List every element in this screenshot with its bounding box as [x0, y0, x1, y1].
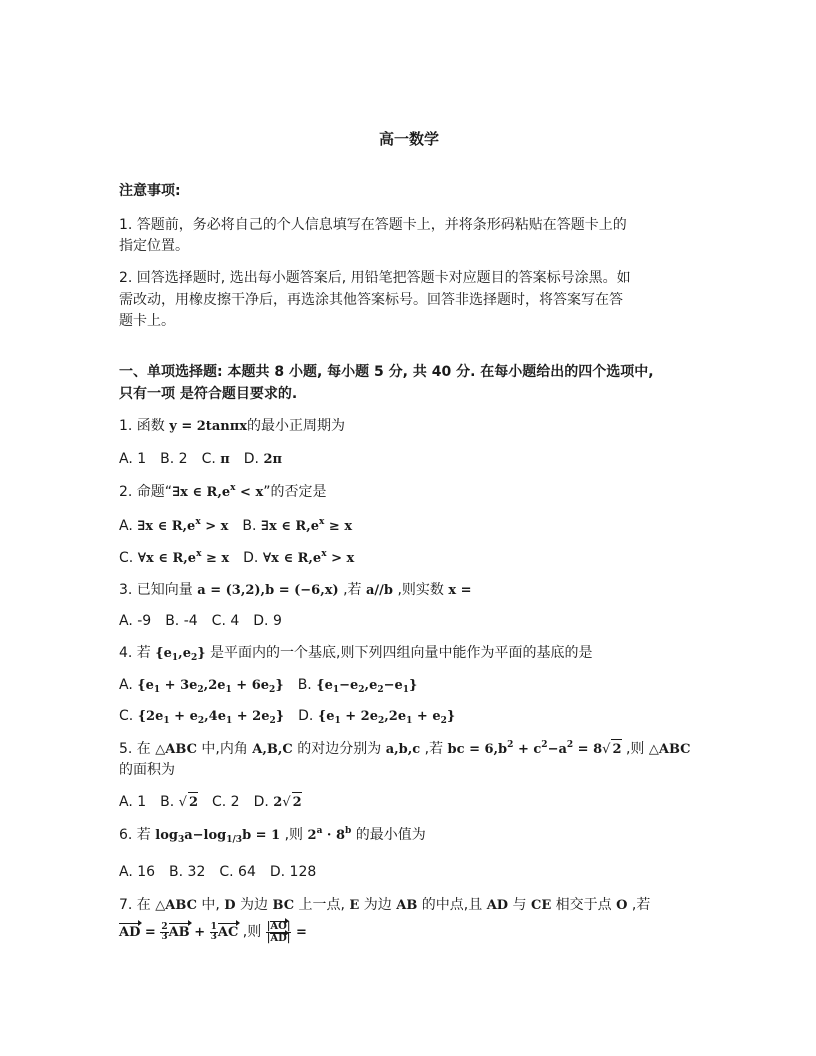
q2-options-row-2 [119, 548, 368, 569]
q6-option-b: B. 32 [169, 864, 206, 880]
question-4: 4. 若 $\{e_1,e_2\}$ 是平面内的一个基底,则下列四组向量中能作为平面的基底的是 [119, 645, 593, 663]
q1-options [119, 449, 296, 470]
page-title: 高一数学 [378, 130, 439, 148]
q2-option-b: B. ∃x ∈ $R,e^x \ge x$ [242, 517, 353, 534]
question-1: 1. 函数 y = 2tanπx的最小正周期为 [119, 418, 345, 434]
q5-option-d: D. 2√ 2 [254, 792, 302, 813]
q1-formula: y = 2tanπx [169, 419, 247, 434]
q2-option-a: A. ∃x ∈ $R,e^x > x$ [119, 517, 229, 534]
q1-option-d: D. 2π [243, 451, 283, 467]
q4-options-row-1 [119, 675, 431, 696]
q1-option-c: C. π [201, 451, 230, 467]
question-2: 2. 命题“∃x ∈ $R,e^x < x$”的否定是 [119, 483, 327, 500]
q6-options [119, 862, 330, 882]
question-3: 3. 已知向量 a = (3,2),b = (−6,x) ,若 a//b ,则实数 x = [119, 582, 472, 598]
q1-option-a: A. 1 [119, 451, 147, 467]
notes-heading: 注意事项: [119, 183, 181, 199]
q2-option-c: C. ∀x ∈ $R,e^x \ge x$ [119, 549, 230, 566]
q2-option-d: D. ∀x ∈ $R,e^x > x$ [243, 549, 355, 566]
q4-option-a: A. $\{e_1 + 3e_2,2e_1 + 6e_2\}$ [119, 677, 284, 695]
q4-option-d: D. $\{e_1 + 2e_2,2e_1 + e_2\}$ [298, 708, 456, 726]
q6-option-a: A. 16 [119, 864, 156, 880]
question-5: 5. 在 △ABC 中,内角 A,B,C 的对边分别为 a,b,c ,若 bc = $6,b^2 + c^2-a^2 = 8√$ 2 ,则 △ABC [119, 739, 691, 760]
q3-option-d: D. 9 [253, 613, 282, 629]
q5-option-c: C. 2 [212, 794, 240, 810]
q3-option-a: A. -9 [119, 613, 152, 629]
section-heading-line-1: 一、单项选择题: 本题共 8 小题, 每小题 5 分, 共 40 分. 在每小题给出的四个选项中, [119, 364, 654, 380]
note-2-line-2: 需改动，用橡皮擦干净后，再选涂其他答案标号。回答非选择题时，将答案写在答 [119, 292, 623, 308]
q5-options [119, 792, 316, 813]
q3-option-c: C. 4 [211, 613, 240, 629]
note-2-line-3: 题卡上。 [119, 313, 175, 329]
q4-option-b: B. $\{e_1-e_2,e_2-e_1\}$ [297, 677, 418, 695]
q5-option-a: A. 1 [119, 794, 147, 810]
q5-option-b: B. √ 2 [160, 792, 198, 813]
note-1-line-1: 1. 答题前，务必将自己的个人信息填写在答题卡上，并将条形码粘贴在答题卡上的 [119, 217, 627, 233]
q4-options-row-2 [119, 706, 469, 727]
section-heading-line-2: 只有一项 是符合题目要求的. [119, 386, 298, 402]
question-7: 7. 在 △ABC 中, D 为边 BC 上一点, E 为边 AB 的中点,且 AD 与 CE 相交于点 O ,若 [119, 897, 651, 913]
question-6: 6. 若 $\log_3a-\log_{1/3}b = 1$ ,则 $2^a \cdot 8^b$ 的最小值为 [119, 826, 426, 845]
question-5-line-2: 的面积为 [119, 762, 175, 778]
q2-formula: ∃x ∈ $R,e^x < x$ [172, 483, 264, 500]
q4-option-c: C. $\{2e_1 + e_2,4e_1 + 2e_2\}$ [119, 708, 285, 726]
q3-options [119, 611, 296, 631]
q3-option-b: B. -4 [165, 613, 198, 629]
note-2-line-1: 2. 回答选择题时, 选出每小题答案后, 用铅笔把答题卡对应题目的答案标号涂黑。如 [119, 270, 631, 286]
question-7-line-2: AD = $\frac{2}{3}$ AB + $\frac{1}{3}$ AC ,则 $\frac{|AO|}{|AD|}$ = [119, 921, 307, 944]
q2-options-row-1 [119, 516, 366, 537]
note-1-line-2: 指定位置。 [119, 238, 189, 254]
q6-option-c: C. 64 [219, 864, 256, 880]
q1-option-b: B. 2 [160, 451, 188, 467]
q6-option-d: D. 128 [269, 864, 317, 880]
